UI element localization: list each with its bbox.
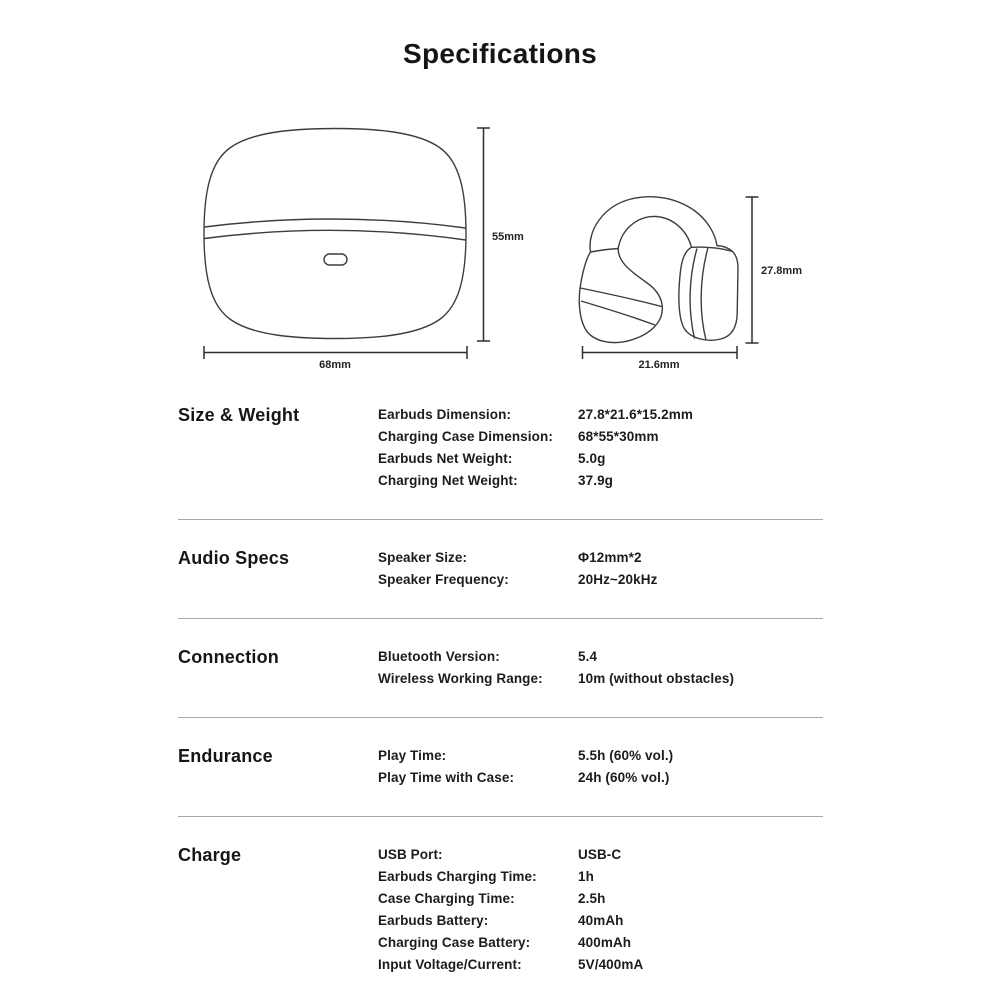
earbud-drawing [579, 197, 738, 343]
spec-rows [378, 547, 823, 591]
spec-rows [378, 844, 823, 976]
case-height-dimension-line [477, 128, 490, 341]
spec-row [378, 547, 823, 569]
spec-value: 37.9g [578, 473, 614, 488]
spec-row [378, 844, 823, 866]
spec-value: 24h (60% vol.) [578, 770, 670, 785]
section-heading-charge: Charge [178, 845, 242, 865]
spec-rows [378, 404, 823, 492]
spec-row [378, 767, 823, 789]
spec-label: Charging Case Dimension: [378, 429, 553, 444]
spec-row [378, 426, 823, 448]
spec-row [378, 932, 823, 954]
spec-row [378, 404, 823, 426]
spec-row [378, 448, 823, 470]
spec-row [378, 910, 823, 932]
spec-value: 10m (without obstacles) [578, 671, 735, 686]
earbud-width-label: 21.6mm [638, 359, 680, 371]
spec-value: USB-C [578, 847, 622, 862]
spec-row [378, 668, 823, 690]
spec-value: 5.4 [578, 649, 598, 664]
spec-value: 40mAh [578, 913, 624, 928]
section-heading-connection: Connection [178, 647, 279, 667]
spec-value: 5.0g [578, 451, 606, 466]
earbud-pod-seam-2 [701, 248, 708, 341]
spec-value: 5V/400mA [578, 957, 644, 972]
case-width-label: 68mm [319, 359, 351, 371]
spec-section-size-weight [178, 404, 823, 519]
spec-row [378, 866, 823, 888]
spec-rows [378, 646, 823, 690]
spec-label: Bluetooth Version: [378, 649, 500, 664]
section-heading-endurance: Endurance [178, 746, 273, 766]
spec-value: 2.5h [578, 891, 606, 906]
spec-value: Φ12mm*2 [578, 550, 642, 565]
spec-label: Case Charging Time: [378, 891, 515, 906]
spec-label: Play Time: [378, 748, 447, 763]
spec-value: 27.8*21.6*15.2mm [578, 407, 693, 422]
spec-label: Earbuds Charging Time: [378, 869, 537, 884]
earbud-hook-body-seam [591, 249, 619, 253]
spec-row [378, 954, 823, 976]
section-heading-audio-specs: Audio Specs [178, 548, 290, 568]
spec-label: Earbuds Dimension: [378, 407, 512, 422]
case-height-label: 55mm [492, 231, 524, 243]
spec-label: Earbuds Net Weight: [378, 451, 513, 466]
earbud-body-seam-lower [581, 301, 655, 325]
earbud-body-seam-upper [580, 288, 661, 307]
spec-label: Speaker Size: [378, 550, 468, 565]
earbud-pod-seam-1 [690, 249, 697, 339]
spec-value: 5.5h (60% vol.) [578, 748, 674, 763]
section-heading-size-weight: Size & Weight [178, 405, 300, 425]
spec-row [378, 470, 823, 492]
spec-label: Input Voltage/Current: [378, 957, 522, 972]
spec-label: Charging Net Weight: [378, 473, 518, 488]
product-diagrams [0, 0, 1000, 390]
earbud-height-dimension-line [746, 197, 759, 343]
spec-section-charge [178, 816, 823, 1000]
spec-label: Play Time with Case: [378, 770, 515, 785]
spec-value: 68*55*30mm [578, 429, 659, 444]
page-title: Specifications [402, 38, 598, 69]
spec-label: USB Port: [378, 847, 443, 862]
spec-row [378, 569, 823, 591]
spec-value: 20Hz~20kHz [578, 572, 658, 587]
spec-label: Earbuds Battery: [378, 913, 489, 928]
spec-section-audio-specs [178, 519, 823, 618]
spec-section-endurance [178, 717, 823, 816]
spec-row [378, 888, 823, 910]
spec-rows [378, 745, 823, 789]
case-lid-seam-upper [205, 219, 466, 228]
spec-label: Speaker Frequency: [378, 572, 509, 587]
spec-value: 1h [578, 869, 594, 884]
earbud-width-dimension-line [583, 346, 738, 359]
spec-value: 400mAh [578, 935, 632, 950]
earbud-height-label: 27.8mm [761, 265, 802, 277]
spec-label: Wireless Working Range: [378, 671, 543, 686]
spec-label: Charging Case Battery: [378, 935, 531, 950]
spec-sections [178, 404, 823, 1000]
case-lid-seam-lower [204, 230, 466, 240]
spec-row [378, 646, 823, 668]
charging-case-drawing [204, 129, 466, 339]
spec-row [378, 745, 823, 767]
case-width-dimension-line [204, 346, 467, 359]
spec-section-connection [178, 618, 823, 717]
case-button [324, 254, 347, 265]
